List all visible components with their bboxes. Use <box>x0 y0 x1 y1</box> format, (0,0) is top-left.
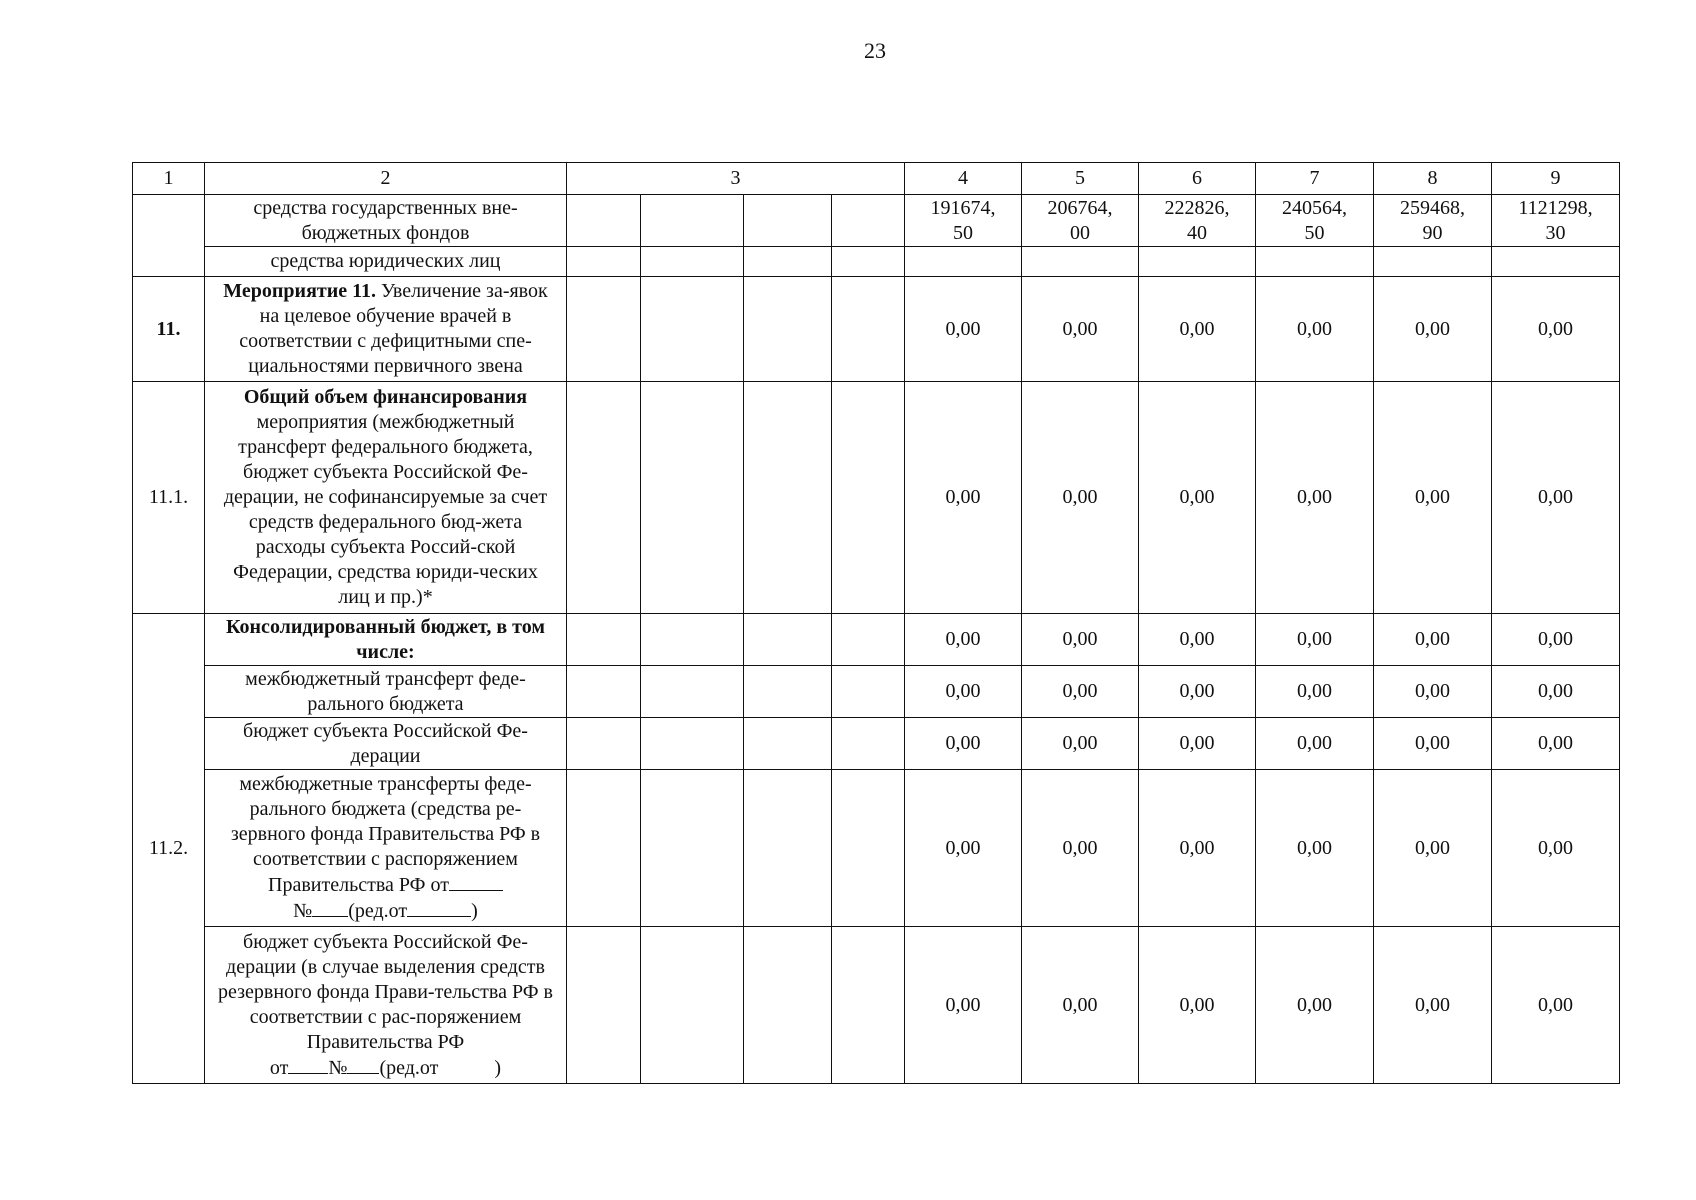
table-row <box>133 614 1620 666</box>
row-label <box>205 770 567 927</box>
value-cell: 259468, 90 <box>1374 195 1492 247</box>
revision-label: (ред.от <box>348 900 408 922</box>
value-cell: 0,00 <box>1256 718 1374 770</box>
value-cell: 0,00 <box>1022 666 1139 718</box>
table-row <box>133 382 1620 614</box>
value-cell: 0,00 <box>905 277 1022 382</box>
column-header-4: 4 <box>905 163 1022 195</box>
row-label: средства государственных вне-бюджетных фондов <box>205 195 567 247</box>
value-cell: 0,00 <box>1374 718 1492 770</box>
row-number: 11. <box>133 277 205 382</box>
value-cell: 0,00 <box>1256 614 1374 666</box>
table-row <box>133 666 1620 718</box>
subject-reserve-text: бюджет субъекта Российской Фе-дерации (в случае выделения средств резервного фонда Прави-тельства РФ в соответствии с рас-поряжением Правительства РФ <box>217 930 553 1053</box>
column-number-row <box>133 163 1620 195</box>
revision-label: (ред.от <box>379 1056 439 1079</box>
measure-title: Мероприятие 11. <box>223 280 377 302</box>
table-row <box>133 195 1620 247</box>
column-header-2: 2 <box>205 163 567 195</box>
close-paren: ) <box>494 1056 502 1079</box>
value-cell: 0,00 <box>1022 927 1139 1084</box>
value-cell: 0,00 <box>1374 614 1492 666</box>
value-cell: 0,00 <box>1139 382 1256 614</box>
value-cell: 0,00 <box>1492 927 1620 1084</box>
column-header-5: 5 <box>1022 163 1139 195</box>
row-label <box>205 927 567 1084</box>
table-row <box>133 718 1620 770</box>
column-header-1: 1 <box>133 163 205 195</box>
blank-field <box>449 872 503 891</box>
blank-field <box>312 898 348 917</box>
value-cell: 0,00 <box>1492 277 1620 382</box>
column-header-8: 8 <box>1374 163 1492 195</box>
row-label: средства юридических лиц <box>205 247 567 277</box>
page-number: 23 <box>864 38 886 63</box>
value-cell: 0,00 <box>905 718 1022 770</box>
value-cell: 0,00 <box>1022 718 1139 770</box>
value-cell: 0,00 <box>1139 927 1256 1084</box>
row-label <box>205 382 567 614</box>
value-cell: 0,00 <box>1256 277 1374 382</box>
value-cell: 0,00 <box>1256 382 1374 614</box>
value-cell: 0,00 <box>1139 666 1256 718</box>
row-title: Консолидированный бюджет, в том числе: <box>226 615 545 663</box>
value-cell: 0,00 <box>1492 382 1620 614</box>
blank-field <box>438 1055 494 1074</box>
table-row <box>133 277 1620 382</box>
number-sign: № <box>328 1056 348 1079</box>
value-cell: 0,00 <box>1022 277 1139 382</box>
value-cell: 206764, 00 <box>1022 195 1139 247</box>
value-cell: 0,00 <box>1139 614 1256 666</box>
row-description: мероприятия (межбюджетный трансферт федерального бюджета, бюджет субъекта Российской Фе-дерации, не софинансируемые за счет средств федерального бюд-жета расходы субъекта Россий-ской Федерации, средства юриди-ческих лиц и пр.)* <box>223 411 548 608</box>
value-cell: 0,00 <box>1374 666 1492 718</box>
value-cell: 1121298, 30 <box>1492 195 1620 247</box>
value-cell: 0,00 <box>1374 927 1492 1084</box>
row-label <box>205 277 567 382</box>
value-cell: 0,00 <box>1256 927 1374 1084</box>
value-cell: 0,00 <box>1374 382 1492 614</box>
close-paren: ) <box>471 900 478 922</box>
row-number: 11.1. <box>133 382 205 614</box>
value-cell: 0,00 <box>1139 277 1256 382</box>
row-title: Общий объем финансирования <box>243 386 528 408</box>
number-sign: № <box>293 900 313 922</box>
blank-field <box>407 898 471 917</box>
value-cell: 0,00 <box>1492 614 1620 666</box>
value-cell: 0,00 <box>905 614 1022 666</box>
row-label <box>205 614 567 666</box>
value-cell: 0,00 <box>905 770 1022 927</box>
table-row <box>133 927 1620 1084</box>
column-header-6: 6 <box>1139 163 1256 195</box>
program-funding-table <box>132 162 1620 1084</box>
blank-field <box>288 1055 328 1074</box>
measure-description: Увеличение за-явок на целевое обучение врачей в соответствии с дефицитными спе-циальностями первичного звена <box>239 280 548 377</box>
value-cell: 0,00 <box>1139 770 1256 927</box>
value-cell: 0,00 <box>1374 770 1492 927</box>
row-label: бюджет субъекта Российской Фе-дерации <box>205 718 567 770</box>
value-cell: 0,00 <box>1492 666 1620 718</box>
value-cell: 0,00 <box>1492 770 1620 927</box>
value-cell: 0,00 <box>1256 770 1374 927</box>
blank-field <box>347 1055 379 1074</box>
value-cell: 0,00 <box>1022 770 1139 927</box>
value-cell: 0,00 <box>905 382 1022 614</box>
row-label: межбюджетный трансферт феде-рального бюджета <box>205 666 567 718</box>
value-cell: 222826, 40 <box>1139 195 1256 247</box>
row-number-cell <box>133 195 205 277</box>
reserve-transfer-text: межбюджетные трансферты феде-рального бюджета (средства ре-зервного фонда Правительства РФ в соответствии с распоряжением Правительства РФ от <box>230 773 541 896</box>
value-cell: 240564, 50 <box>1256 195 1374 247</box>
value-cell: 191674, 50 <box>905 195 1022 247</box>
value-cell: 0,00 <box>905 666 1022 718</box>
value-cell: 0,00 <box>1022 614 1139 666</box>
value-cell: 0,00 <box>905 927 1022 1084</box>
value-cell: 0,00 <box>1256 666 1374 718</box>
column-header-3: 3 <box>567 163 905 195</box>
table-row <box>133 770 1620 927</box>
value-cell: 0,00 <box>1374 277 1492 382</box>
value-cell: 0,00 <box>1492 718 1620 770</box>
column-header-9: 9 <box>1492 163 1620 195</box>
table-row <box>133 247 1620 277</box>
value-cell: 0,00 <box>1022 382 1139 614</box>
from-label: от <box>269 1056 289 1079</box>
row-number: 11.2. <box>133 614 205 1084</box>
value-cell: 0,00 <box>1139 718 1256 770</box>
column-header-7: 7 <box>1256 163 1374 195</box>
